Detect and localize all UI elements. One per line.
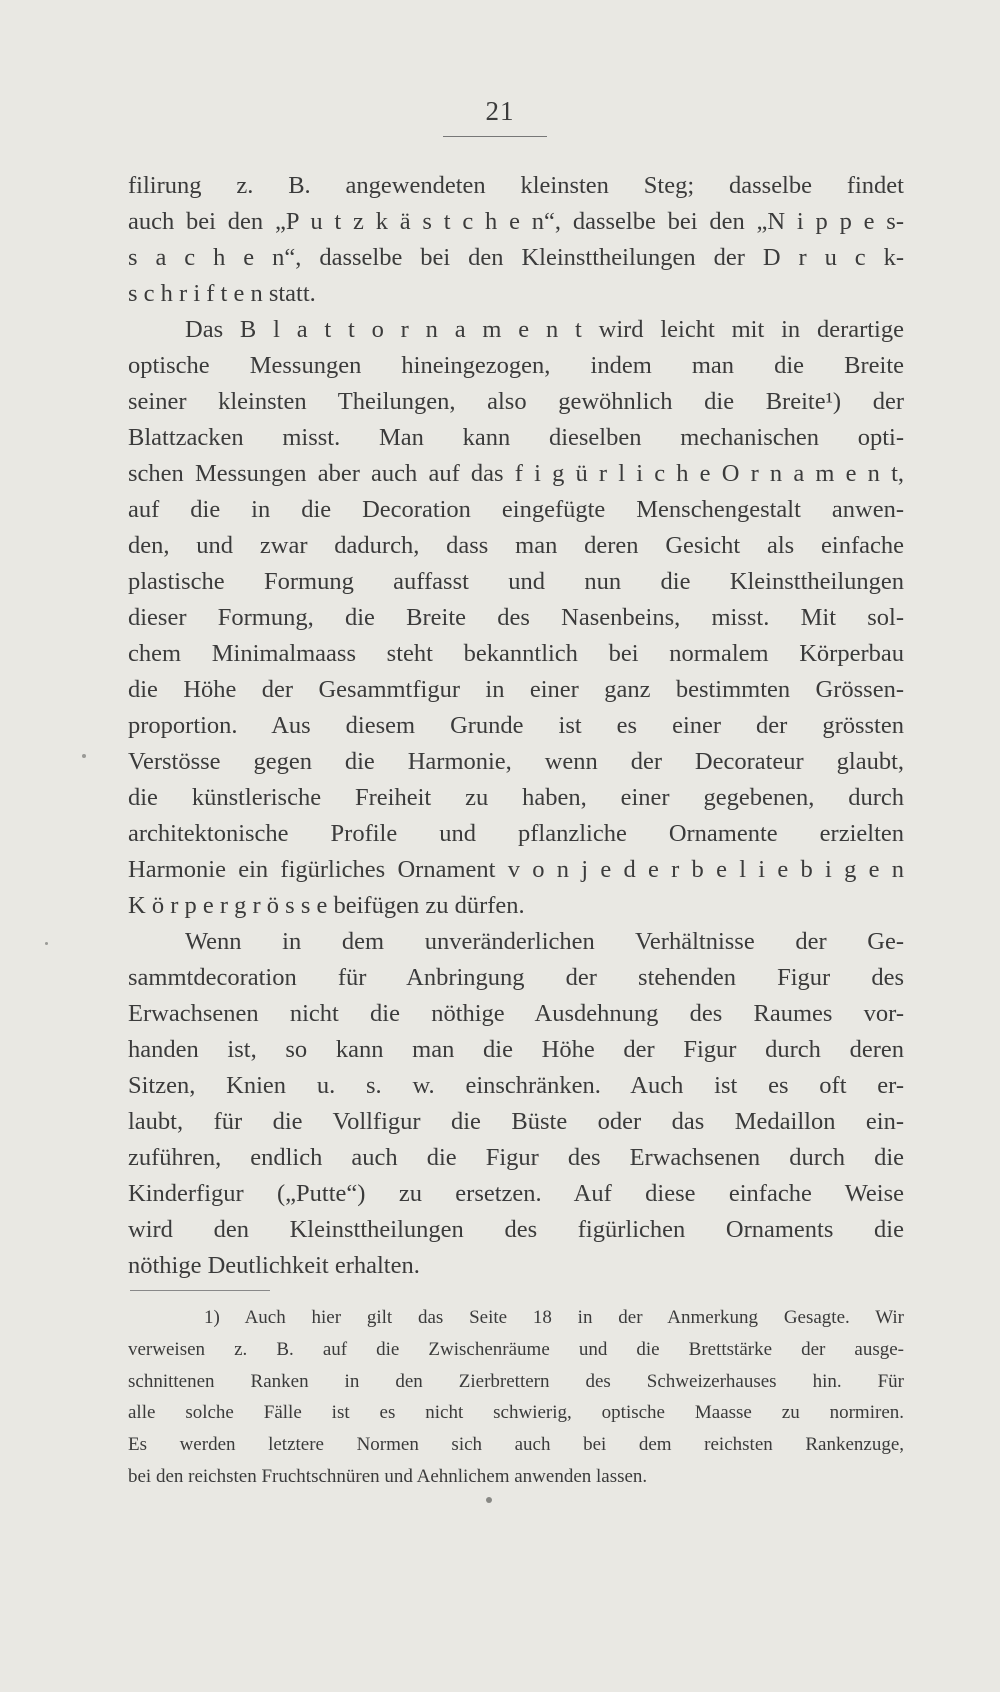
text-line: dieser Formung, die Breite des Nasenbeins, misst. Mit sol- (128, 604, 904, 631)
paper-speck (486, 1497, 492, 1503)
footnote-line: schnittenen Ranken in den Zierbrettern des Schweizerhauses hin. Für (128, 1370, 904, 1392)
text-line: s a c h e n“, dasselbe bei den Kleinsttheilungen der D r u c k- (128, 244, 904, 271)
text-line: seiner kleinsten Theilungen, also gewöhnlich die Breite¹) der (128, 388, 904, 415)
text-line: K ö r p e r g r ö s s e beifügen zu dürfen. (128, 892, 525, 919)
main-text (128, 168, 904, 1284)
text-line: Blattzacken misst. Man kann dieselben mechanischen opti- (128, 424, 904, 451)
footnote (128, 1302, 904, 1493)
text-line: Harmonie ein figürliches Ornament v o n j e d e r b e l i e b i g e n (128, 856, 904, 883)
text-line: schen Messungen aber auch auf das f i g ü r l i c h e O r n a m e n t, (128, 460, 904, 487)
text-line: auf die in die Decoration eingefügte Menschengestalt anwen- (128, 496, 904, 523)
footnote-divider (130, 1290, 270, 1291)
text-line: Erwachsenen nicht die nöthige Ausdehnung des Raumes vor- (128, 1000, 904, 1027)
page-number: 21 (485, 96, 515, 126)
footnote-line: 1) Auch hier gilt das Seite 18 in der Anmerkung Gesagte. Wir (204, 1307, 904, 1328)
text-line: handen ist, so kann man die Höhe der Figur durch deren (128, 1036, 904, 1063)
footnote-line: verweisen z. B. auf die Zwischenräume und die Brettstärke der ausge- (128, 1338, 904, 1360)
text-line: Wenn in dem unveränderlichen Verhältnisse der Ge- (185, 928, 904, 955)
text-line: Sitzen, Knien u. s. w. einschränken. Auch ist es oft er- (128, 1072, 904, 1099)
text-line: wird den Kleinsttheilungen des figürlichen Ornaments die (128, 1216, 904, 1243)
text-line: auch bei den „P u t z k ä s t c h e n“, dasselbe bei den „N i p p e s- (128, 208, 904, 235)
text-line: Verstösse gegen die Harmonie, wenn der Decorateur glaubt, (128, 748, 904, 775)
footnote-line: bei den reichsten Fruchtschnüren und Aehnlichem anwenden lassen. (128, 1465, 648, 1487)
paper-speck (82, 754, 86, 758)
footnote-line: Es werden letztere Normen sich auch bei dem reichsten Rankenzuge, (128, 1434, 904, 1456)
text-line: proportion. Aus diesem Grunde ist es einer der grössten (128, 712, 904, 739)
text-line: die künstlerische Freiheit zu haben, einer gegebenen, durch (128, 784, 904, 811)
text-line: s c h r i f t e n statt. (128, 280, 316, 307)
page-number-rule (443, 136, 547, 137)
text-line: Das B l a t t o r n a m e n t wird leicht mit in derartige (185, 316, 904, 343)
text-line: die Höhe der Gesammtfigur in einer ganz bestimmten Grössen- (128, 676, 904, 703)
text-line: nöthige Deutlichkeit erhalten. (128, 1252, 420, 1279)
text-line: zuführen, endlich auch die Figur des Erwachsenen durch die (128, 1144, 904, 1171)
text-line: laubt, für die Vollfigur die Büste oder das Medaillon ein- (128, 1108, 904, 1135)
text-line: den, und zwar dadurch, dass man deren Gesicht als einfache (128, 532, 904, 559)
text-line: sammtdecoration für Anbringung der stehenden Figur des (128, 964, 904, 991)
paper-speck (45, 942, 48, 945)
text-line: chem Minimalmaass steht bekanntlich bei normalem Körperbau (128, 640, 904, 667)
text-line: architektonische Profile und pflanzliche Ornamente erzielten (128, 820, 904, 847)
text-line: Kinderfigur („Putte“) zu ersetzen. Auf diese einfache Weise (128, 1180, 904, 1207)
text-line: plastische Formung auffasst und nun die Kleinsttheilungen (128, 568, 904, 595)
footnote-line: alle solche Fälle ist es nicht schwierig, optische Maasse zu normiren. (128, 1402, 904, 1424)
text-line: filirung z. B. angewendeten kleinsten Steg; dasselbe findet (128, 172, 904, 199)
text-line: optische Messungen hineingezogen, indem man die Breite (128, 352, 904, 379)
